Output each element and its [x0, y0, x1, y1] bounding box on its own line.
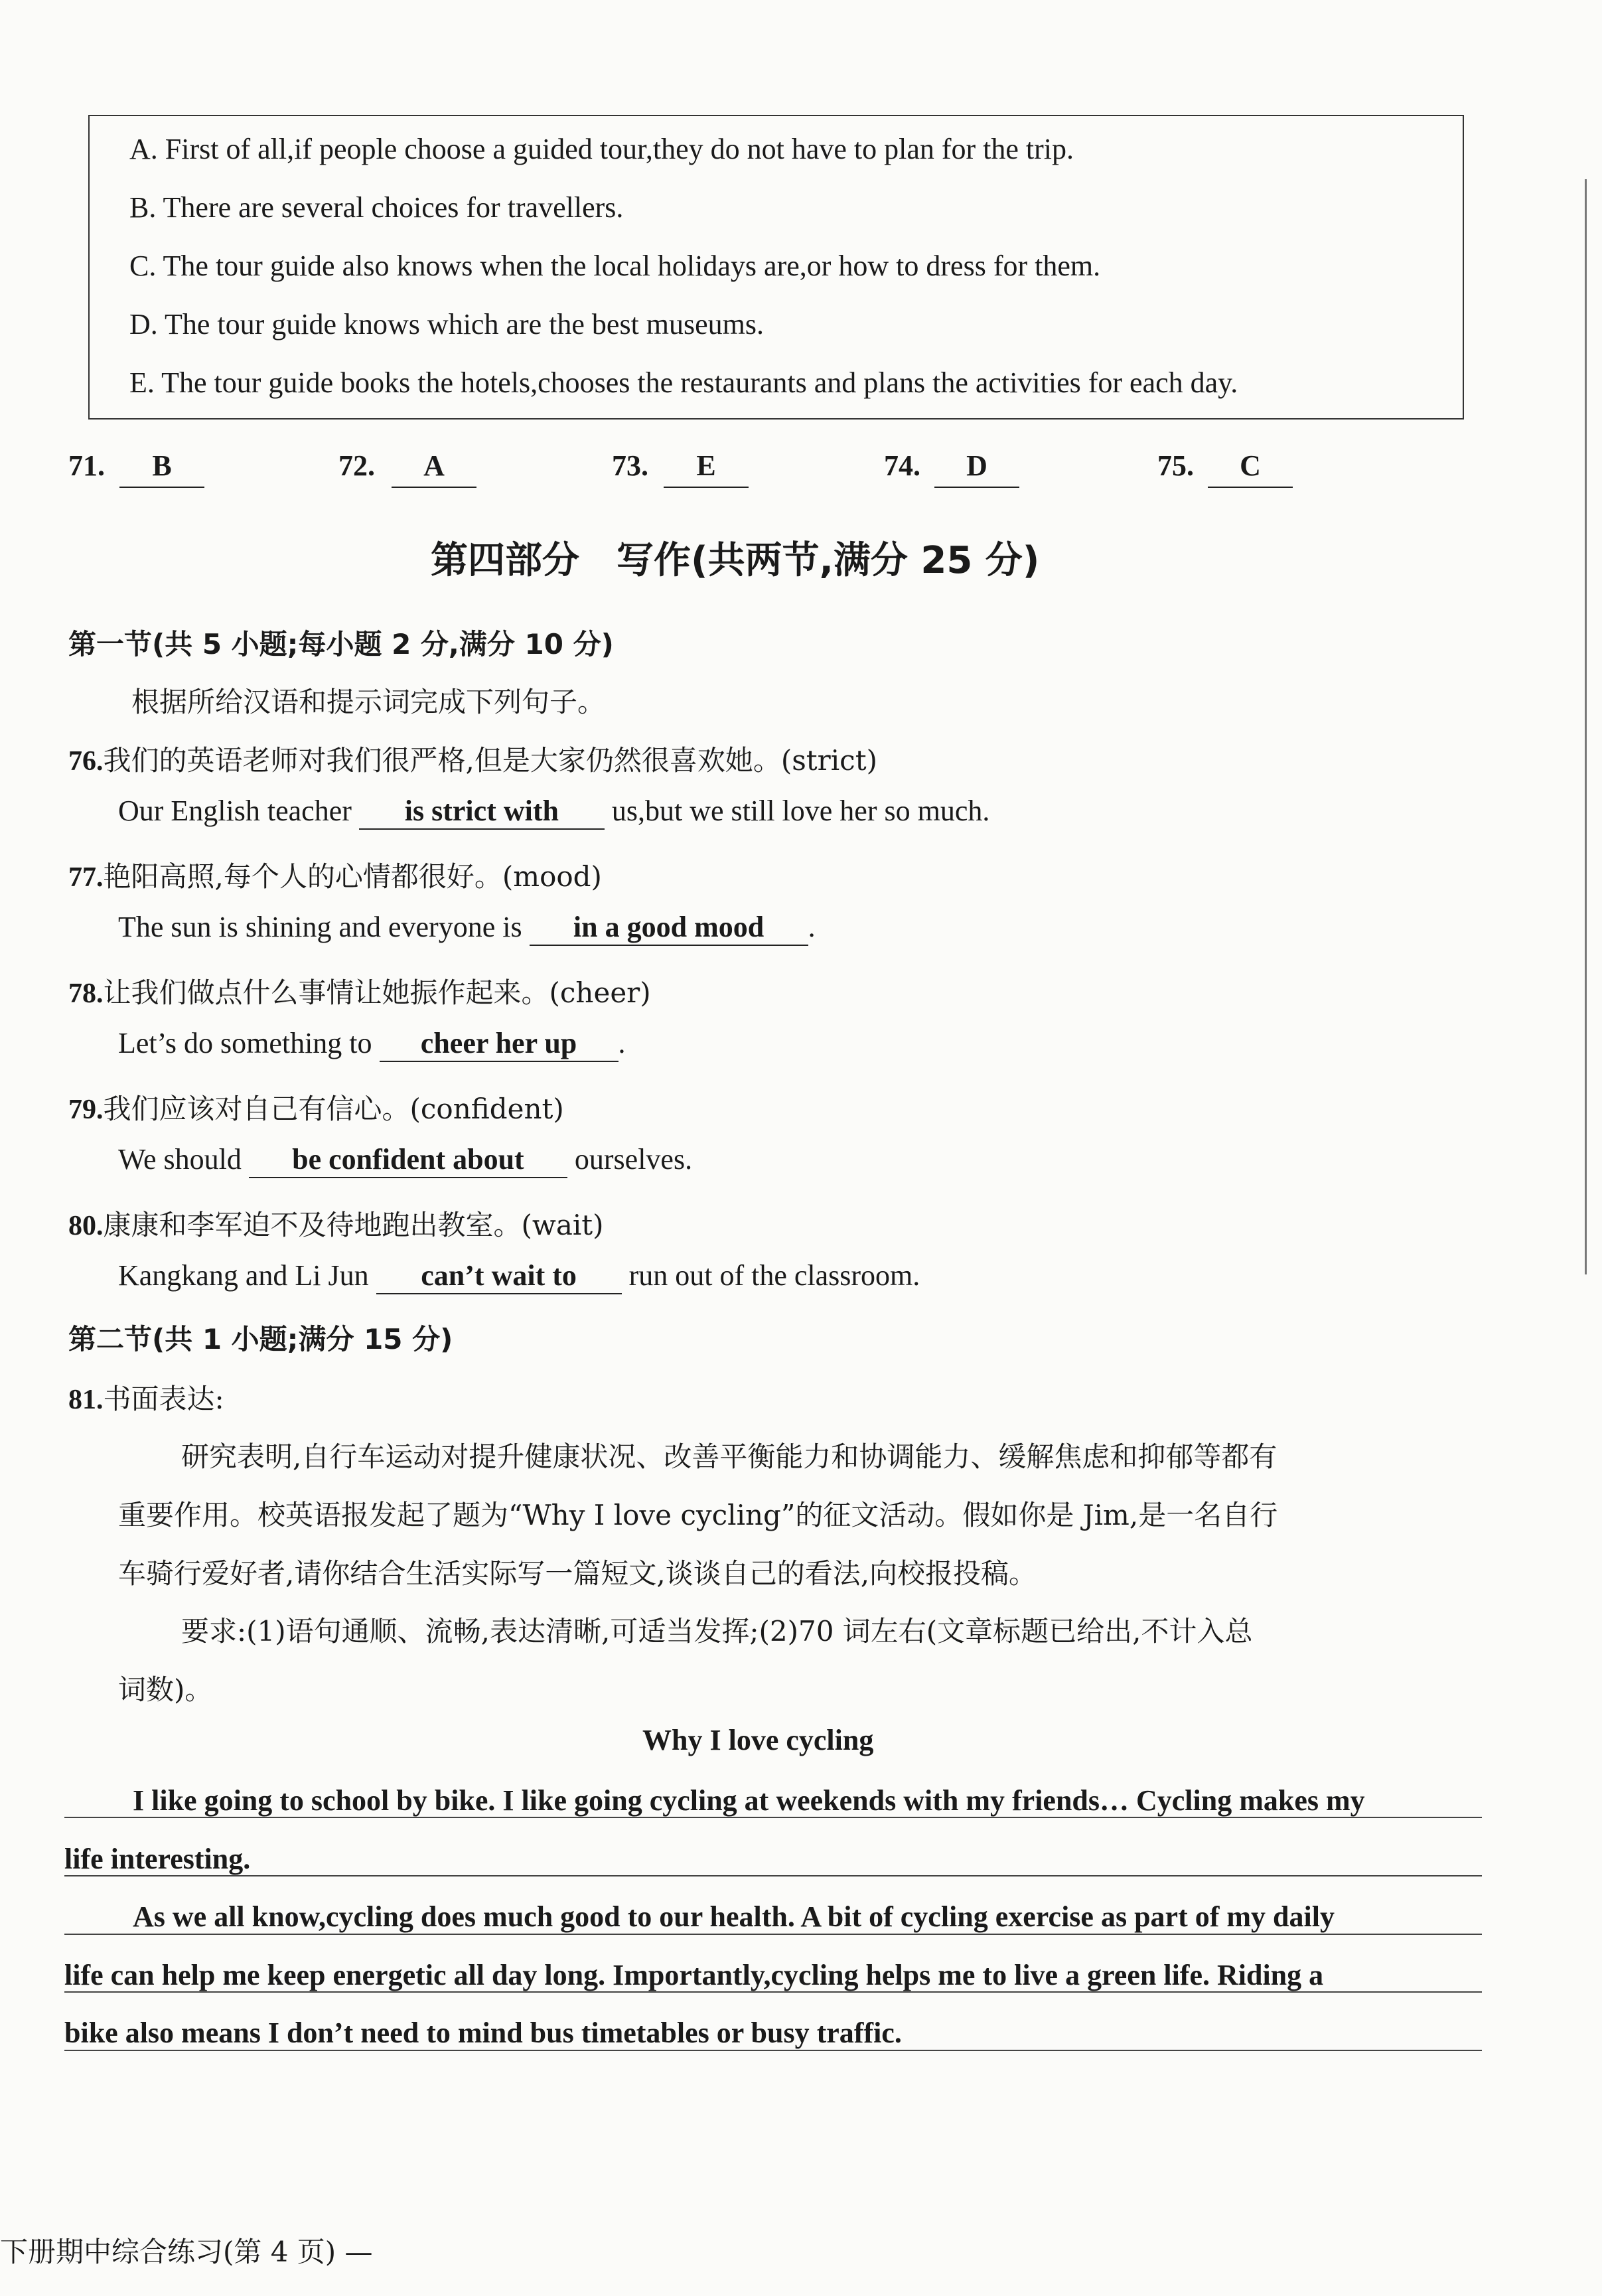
question-number: 80.	[68, 1211, 104, 1241]
question-number: 79.	[68, 1095, 104, 1125]
question-77-cn	[68, 855, 602, 895]
answer-number: 71.	[68, 449, 105, 482]
answer-number: 74.	[884, 449, 920, 482]
question-77-en	[118, 913, 816, 946]
sentence-before: Kangkang and Li Jun	[118, 1259, 369, 1292]
option-a: A. First of all,if people choose a guided tour,they do not have to plan for the trip.	[129, 133, 1074, 165]
question-cn-text: 让我们做点什么事情让她振作起来。(cheer)	[103, 976, 651, 1009]
question-number: 81.	[68, 1385, 104, 1415]
answer-value: C	[1208, 449, 1293, 488]
essay-rule	[64, 1934, 1482, 1935]
question-79-en	[118, 1145, 692, 1178]
answer-number: 75.	[1157, 449, 1194, 482]
part-heading: 第四部分 写作(共两节,满分 25 分)	[431, 539, 1040, 582]
section2-title: 第二节(共 1 小题;满分 15 分)	[68, 1323, 453, 1355]
sentence-after: run out of the classroom.	[628, 1259, 920, 1292]
answer-value: D	[934, 449, 1019, 488]
section1-title: 第一节(共 5 小题;每小题 2 分,满分 10 分)	[68, 628, 614, 660]
section1-instruction: 根据所给汉语和提示词完成下列句子。	[131, 686, 606, 718]
answer-value: B	[119, 449, 204, 488]
question-cn-text: 我们应该对自己有信心。(confident)	[103, 1093, 564, 1125]
sentence-after: .	[808, 911, 816, 943]
sentence-after: us,but we still love her so much.	[611, 795, 990, 827]
essay-rule	[64, 1875, 1482, 1876]
question-78-cn	[68, 971, 651, 1011]
options-box	[88, 115, 1464, 420]
question-78-en	[118, 1029, 626, 1062]
option-b: B. There are several choices for travellers.	[129, 191, 624, 224]
sentence-after: ourselves.	[574, 1143, 693, 1176]
option-e: E. The tour guide books the hotels,chooses the restaurants and plans the activities for each day.	[129, 366, 1238, 399]
question-number: 78.	[68, 978, 104, 1009]
question-81-label	[68, 1377, 224, 1417]
option-c: C. The tour guide also knows when the local holidays are,or how to dress for them.	[129, 250, 1101, 282]
answer-number: 72.	[338, 449, 375, 482]
essay-line-4: life can help me keep energetic all day long. Importantly,cycling helps me to live a green life. Riding a	[64, 1959, 1324, 1991]
question-76-cn	[68, 739, 877, 779]
requirement-line-2: 词数)。	[118, 1673, 213, 1706]
essay-line-2: life interesting.	[64, 1843, 251, 1875]
essay-title: Why I love cycling	[642, 1724, 874, 1756]
sentence-before: The sun is shining and everyone is	[118, 911, 522, 943]
prompt-line-2: 重要作用。校英语报发起了题为“Why I love cycling”的征文活动。假如你是 Jim,是一名自行	[118, 1499, 1278, 1531]
page-edge-line	[1585, 179, 1587, 1274]
answer-value: E	[664, 449, 749, 488]
prompt-line-1: 研究表明,自行车运动对提升健康状况、改善平衡能力和协调能力、缓解焦虑和抑郁等都有	[181, 1440, 1277, 1473]
requirement-line-1: 要求:(1)语句通顺、流畅,表达清晰,可适当发挥;(2)70 词左右(文章标题已给出,不计入总	[181, 1615, 1253, 1647]
sentence-before: Our English teacher	[118, 795, 352, 827]
answer-number: 73.	[612, 449, 648, 482]
answer-blank: in a good mood	[530, 913, 808, 946]
page-footer: 下册期中综合练习(第 4 页) —	[0, 2236, 373, 2268]
answer-blank: be confident about	[249, 1145, 567, 1178]
sentence-after: .	[618, 1027, 626, 1059]
answer-blank: cheer her up	[380, 1029, 619, 1062]
question-cn-text: 康康和李军迫不及待地跑出教室。(wait)	[103, 1209, 604, 1241]
prompt-line-3: 车骑行爱好者,请你结合生活实际写一篇短文,谈谈自己的看法,向校报投稿。	[118, 1557, 1037, 1590]
answer-blank: can’t wait to	[376, 1261, 622, 1294]
option-d: D. The tour guide knows which are the best museums.	[129, 308, 765, 341]
question-label: 书面表达:	[103, 1383, 224, 1415]
answer-blank: is strict with	[359, 797, 605, 830]
question-80-cn	[68, 1203, 604, 1243]
question-number: 76.	[68, 746, 104, 777]
essay-line-1: I like going to school by bike. I like going cycling at weekends with my friends… Cycling makes my	[133, 1784, 1365, 1817]
question-cn-text: 艳阳高照,每个人的心情都很好。(mood)	[103, 860, 602, 893]
essay-line-3: As we all know,cycling does much good to our health. A bit of cycling exercise as part of my daily	[133, 1900, 1335, 1933]
question-76-en	[118, 797, 989, 830]
sentence-before: Let’s do something to	[118, 1027, 372, 1059]
essay-rule	[64, 2050, 1482, 2051]
question-79-cn	[68, 1087, 564, 1127]
question-80-en	[118, 1261, 920, 1294]
question-cn-text: 我们的英语老师对我们很严格,但是大家仍然很喜欢她。(strict)	[103, 744, 877, 777]
essay-line-5: bike also means I don’t need to mind bus timetables or busy traffic.	[64, 2017, 902, 2049]
answer-value: A	[392, 449, 476, 488]
sentence-before: We should	[118, 1143, 242, 1176]
question-number: 77.	[68, 862, 104, 893]
